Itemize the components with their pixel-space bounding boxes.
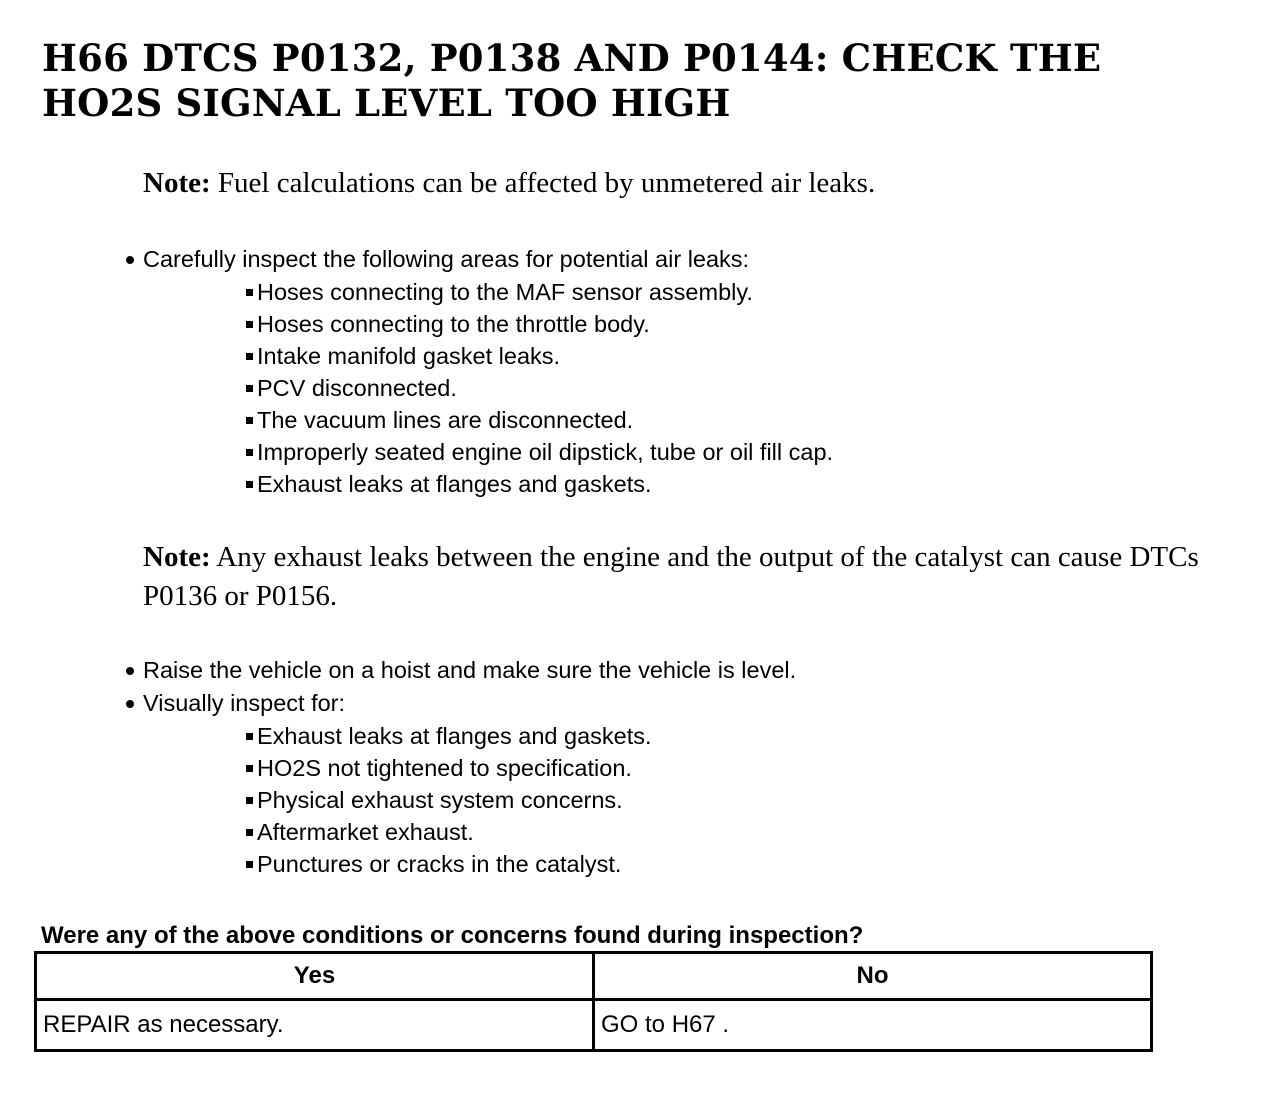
table-header-row: [36, 953, 1152, 1000]
list-item: Raise the vehicle on a hoist and make sure the vehicle is level.: [124, 654, 796, 687]
list-item: Punctures or cracks in the catalyst.: [243, 848, 796, 880]
note-text: Fuel calculations can be affected by unmetered air leaks.: [210, 167, 876, 199]
table-row: [36, 1000, 1152, 1051]
bullet-text: Carefully inspect the following areas for potential air leaks:: [143, 246, 750, 272]
decision-table: [34, 951, 1153, 1052]
note-fuel-calculations: [143, 164, 1213, 203]
list-item: Improperly seated engine oil dipstick, tube or oil fill cap.: [243, 436, 833, 468]
list-item: Aftermarket exhaust.: [243, 816, 796, 848]
header-yes: Yes: [36, 953, 594, 1000]
header-no: No: [594, 953, 1152, 1000]
list-item: PCV disconnected.: [243, 372, 833, 404]
list-item: [124, 687, 796, 880]
list-item: Intake manifold gasket leaks.: [243, 340, 833, 372]
cell-yes-action: REPAIR as necessary.: [36, 1000, 594, 1051]
list-item: Hoses connecting to the MAF sensor assembly.: [243, 276, 833, 308]
list-item: Hoses connecting to the throttle body.: [243, 308, 833, 340]
air-leak-inspection-list: [124, 243, 833, 500]
note-label: Note:: [143, 167, 211, 199]
note-label: Note:: [143, 541, 211, 573]
page-title: H66 DTCS P0132, P0138 AND P0144: CHECK THE HO2S SIGNAL LEVEL TOO HIGH: [42, 36, 1102, 125]
visual-inspection-items: [143, 720, 796, 880]
note-exhaust-leaks: [143, 538, 1213, 616]
list-item: HO2S not tightened to specification.: [243, 752, 796, 784]
visual-inspection-list: [124, 654, 796, 880]
list-item: Exhaust leaks at flanges and gaskets.: [243, 720, 796, 752]
list-item: The vacuum lines are disconnected.: [243, 404, 833, 436]
list-item: Exhaust leaks at flanges and gaskets.: [243, 468, 833, 500]
cell-no-action: GO to H67 .: [594, 1000, 1152, 1051]
note-text: Any exhaust leaks between the engine and the output of the catalyst can cause DTCs P0136 or P0156.: [143, 541, 1199, 612]
air-leak-areas: [143, 276, 833, 500]
bullet-text: Visually inspect for:: [143, 690, 346, 716]
inspection-question: Were any of the above conditions or concerns found during inspection?: [41, 922, 864, 949]
list-item: Physical exhaust system concerns.: [243, 784, 796, 816]
list-item: [124, 243, 833, 500]
